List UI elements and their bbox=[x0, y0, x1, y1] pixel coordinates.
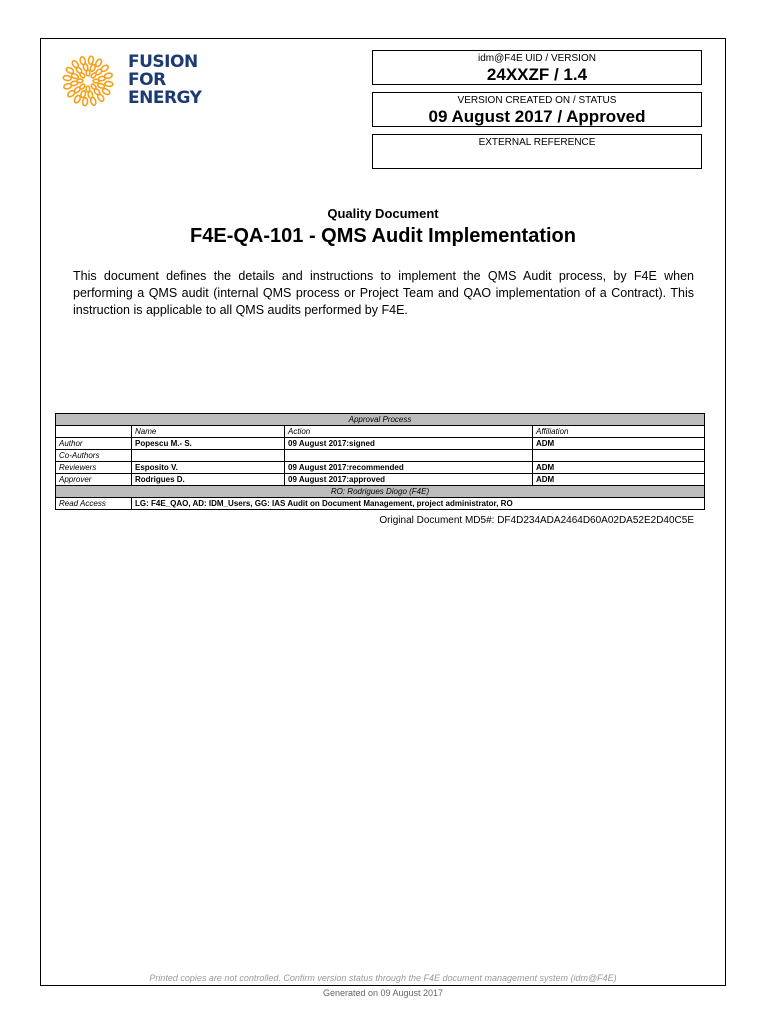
affiliation: ADM bbox=[533, 438, 705, 450]
name: Rodrigues D. bbox=[132, 474, 285, 486]
logo-petal bbox=[88, 56, 94, 65]
affiliation: ADM bbox=[533, 474, 705, 486]
document-type: Quality Document bbox=[327, 206, 439, 221]
approval-title: Approval Process bbox=[56, 414, 705, 426]
logo-line-2: FOR bbox=[128, 70, 166, 90]
approval-row bbox=[56, 462, 705, 474]
logo-petal bbox=[95, 58, 103, 67]
logo-petal bbox=[105, 81, 114, 87]
affiliation bbox=[533, 450, 705, 462]
approval-row bbox=[56, 438, 705, 450]
logo-petal bbox=[96, 93, 105, 102]
role: Reviewers bbox=[56, 462, 132, 474]
logo-petal bbox=[100, 64, 109, 73]
version-status-box bbox=[372, 92, 702, 127]
document-title: F4E-QA-101 - QMS Audit Implementation bbox=[190, 225, 576, 247]
affiliation: ADM bbox=[533, 462, 705, 474]
ro-row: RO: Rodrigues Diogo (F4E) bbox=[56, 486, 705, 498]
logo-petal bbox=[90, 97, 97, 106]
action bbox=[285, 450, 533, 462]
action: 09 August 2017:signed bbox=[285, 438, 533, 450]
read-access-value: LG: F4E_QAO, AD: IDM_Users, GG: IAS Audit on Document Management, project administrator, RO bbox=[132, 498, 705, 510]
approval-table bbox=[55, 413, 705, 510]
logo-petal bbox=[63, 75, 72, 81]
logo-petal bbox=[104, 72, 113, 79]
external-reference-box bbox=[372, 134, 702, 169]
logo-petal bbox=[65, 66, 74, 74]
logo-petal bbox=[101, 88, 110, 96]
action: 09 August 2017:approved bbox=[285, 474, 533, 486]
approval-row bbox=[56, 474, 705, 486]
logo-line-3: ENERGY bbox=[128, 88, 202, 108]
role: Approver bbox=[56, 474, 132, 486]
logo-petal bbox=[82, 98, 88, 107]
document-abstract: This document defines the details and instructions to implement the QMS Audit process, by F4E when performing a QMS audit (internal QMS process or Project Team and QAO implementation of a Contract). This instruction is applicable to all QMS audits performed by F4E. bbox=[73, 269, 694, 317]
uid-value: 24XXZF / 1.4 bbox=[486, 65, 588, 84]
logo-petal bbox=[73, 94, 81, 103]
external-label: EXTERNAL REFERENCE bbox=[478, 137, 596, 148]
name: Popescu M.- S. bbox=[132, 438, 285, 450]
action: 09 August 2017:recommended bbox=[285, 462, 533, 474]
role: Co-Authors bbox=[56, 450, 132, 462]
uid-label: idm@F4E UID / VERSION bbox=[478, 53, 596, 64]
printed-copies-note: Printed copies are not controlled. Confirm version status through the F4E document management system (idm@F4E) bbox=[149, 973, 617, 983]
header-name: Name bbox=[132, 426, 285, 438]
name bbox=[132, 450, 285, 462]
name: Esposito V. bbox=[132, 462, 285, 474]
version-label: VERSION CREATED ON / STATUS bbox=[457, 95, 617, 106]
uid-version-box bbox=[372, 50, 702, 85]
header-affiliation: Affiliation bbox=[533, 426, 705, 438]
role: Author bbox=[56, 438, 132, 450]
read-access-label: Read Access bbox=[56, 498, 132, 510]
generated-date: Generated on 09 August 2017 bbox=[322, 988, 444, 998]
logo-petal bbox=[63, 83, 72, 90]
logo-text bbox=[128, 54, 201, 108]
logo-petal bbox=[67, 89, 76, 98]
logo-line-1: FUSION bbox=[128, 52, 198, 72]
md5-checksum: Original Document MD5#: DF4D234ADA2464D60A02DA52E2D40C5E bbox=[379, 515, 694, 526]
page-frame bbox=[40, 38, 726, 986]
logo-petal bbox=[79, 56, 86, 65]
version-value: 09 August 2017 / Approved bbox=[428, 107, 646, 126]
header-action: Action bbox=[285, 426, 533, 438]
logo-petal bbox=[71, 60, 80, 69]
approval-row bbox=[56, 450, 705, 462]
